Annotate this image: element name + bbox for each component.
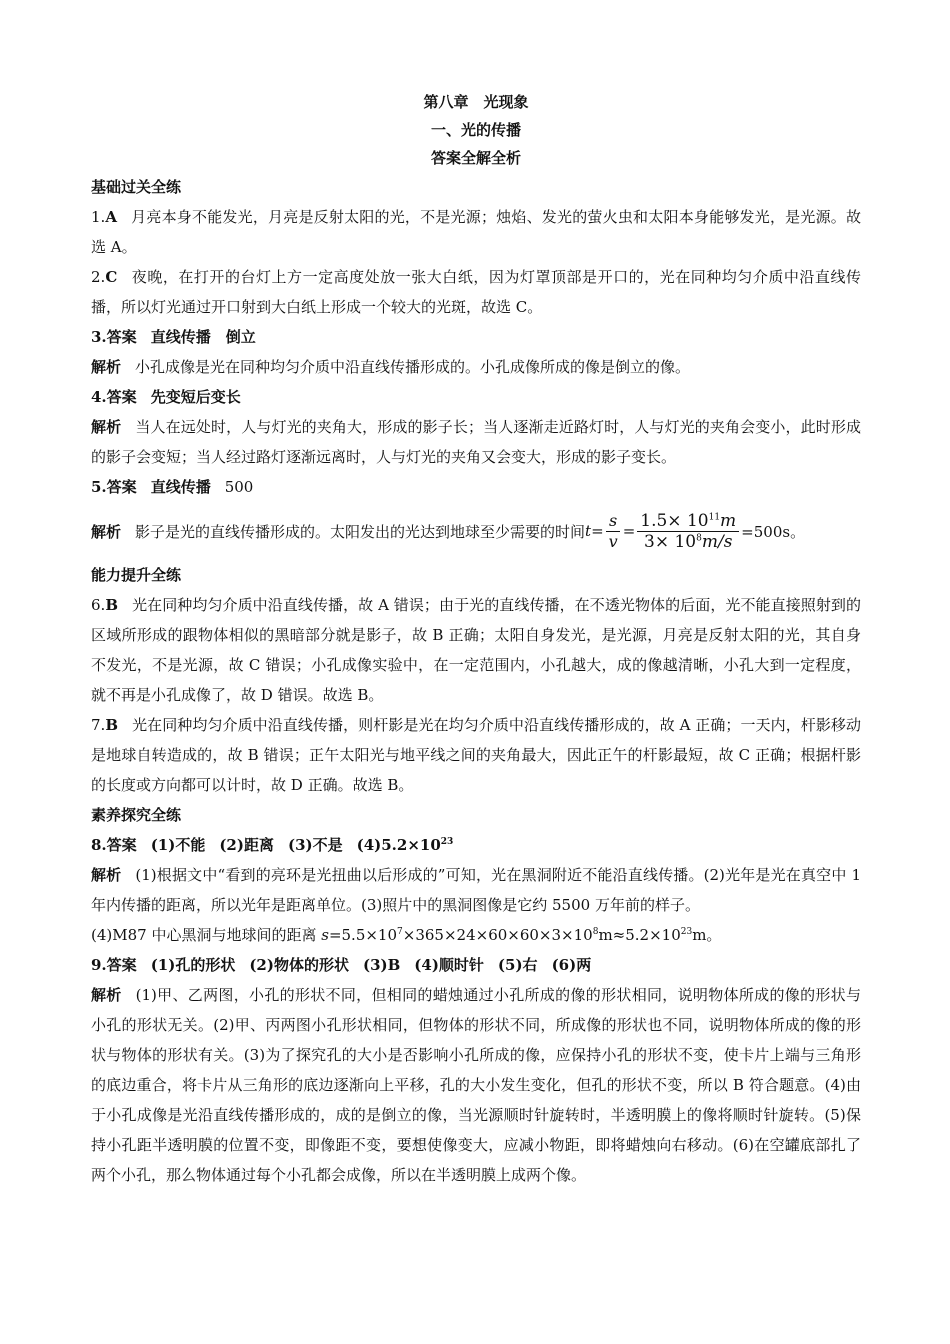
q5-frac1-denominator: v: [608, 531, 618, 551]
q7-number: 7.: [91, 716, 106, 734]
q5-frac2-denominator: [641, 532, 735, 552]
q8-explanation: (1)根据文中“看到的亮环是光扭曲以后形成的”可知，光在黑洞附近不能沿直线传播。(2)光年是光在真空中 1 年内传播的距离，所以光年是距离单位。(3)照片中的黑洞图像是它约 5500 万年前的样子。: [91, 866, 861, 914]
q5-number: 5.: [91, 478, 107, 496]
section-title: 一、光的传播: [430, 121, 521, 139]
question-1: [91, 202, 861, 262]
q8-exp2-c: m≈5.2×10: [598, 926, 681, 944]
q6-answer: B: [105, 596, 118, 614]
q5-equals: =: [591, 522, 604, 540]
q8-answer-4: [357, 836, 454, 854]
question-3-explanation: [91, 352, 861, 382]
question-9-explanation: [91, 980, 861, 1190]
q3-answer: 直线传播 倒立: [150, 328, 256, 346]
question-3-answer: [91, 322, 861, 352]
q9-answer-5: (5)右: [497, 956, 538, 974]
section-basic: 基础过关全练: [91, 178, 182, 196]
section-inquiry: 素养探究全练: [91, 806, 182, 824]
q6-number: 6.: [91, 596, 106, 614]
q5-result: =500s。: [741, 522, 806, 541]
q3-explanation-label: 解析: [91, 358, 122, 376]
q5-frac2-den-unit: m/s: [701, 531, 733, 552]
q2-number: 2.: [91, 268, 106, 286]
q8-exp2-b: ×365×24×60×60×3×10: [402, 926, 593, 944]
q7-text: 光在同种均匀介质中沿直线传播，则杆影是光在均匀介质中沿直线传播形成的，故 A 正确；一天内，杆影移动是地球自转造成的，故 B 错误；正午太阳光与地平线之间的夹角最大，因此正午的杆影最短，故 C 正确；根据杆影的长度或方向都可以计时，故 D 正确。故选 B。: [91, 716, 861, 794]
q5-frac2-numerator: [637, 511, 739, 532]
q6-text: 光在同种均匀介质中沿直线传播，故 A 错误；由于光的直线传播，在不透光物体的后面，光不能直接照射到的区域所形成的跟物体相似的黑暗部分就是影子，故 B 正确；太阳自身发光，是光源，月亮是反射太阳的光，其自身不发光，不是光源，故 C 错误；小孔成像实验中，在一定范围内，小孔越大，成的像越清晰，小孔大到一定程度，就不再是小孔成像了，故 D 错误。故选 B。: [91, 596, 861, 704]
question-6: [91, 590, 861, 710]
q7-answer: B: [105, 716, 118, 734]
chapter-title: 第八章 光现象: [423, 93, 529, 111]
q5-fraction-s-over-v: [606, 511, 621, 552]
q5-frac2-num-base: 1.5× 10: [640, 510, 709, 531]
q4-explanation: 当人在远处时，人与灯光的夹角大，形成的影子长；当人逐渐走近路灯时，人与灯光的夹角会变小，此时形成的影子会变短；当人经过路灯逐渐远离时，人与灯光的夹角又会变大，形成的影子变长。: [91, 418, 861, 466]
q5-explanation-label: 解析: [91, 522, 122, 541]
q9-answer-4: (4)顺时针: [414, 956, 484, 974]
q2-text: 夜晚，在打开的台灯上方一定高度处放一张大白纸，因为灯罩顶部是开口的，光在同种均匀介质中沿直线传播，所以灯光通过开口射到大白纸上形成一个较大的光斑，故选 C。: [91, 268, 861, 316]
q3-answer-label: 答案: [106, 328, 137, 346]
q4-explanation-label: 解析: [91, 418, 122, 436]
q8-answer-4-base: (4)5.2×10: [356, 836, 441, 854]
q8-answer-label: 答案: [106, 836, 137, 854]
q5-answer: 直线传播: [150, 478, 211, 496]
q8-answer-2: (2)距离: [219, 836, 274, 854]
q1-number: 1.: [91, 208, 106, 226]
question-9-answer: [91, 950, 861, 980]
q8-exp2-d: m。: [692, 926, 722, 944]
q9-answer-3: (3)B: [362, 956, 401, 974]
q5-frac2-den-base: 3× 10: [644, 531, 697, 552]
q5-fraction-values: [637, 511, 739, 552]
q9-answer-6: (6)两: [551, 956, 592, 974]
q5-time-variable: t: [585, 522, 592, 540]
q8-answer-3: (3)不是: [287, 836, 343, 854]
q3-explanation: 小孔成像是光在同种均匀介质中沿直线传播形成的。小孔成像所成的像是倒立的像。: [135, 358, 691, 376]
question-4-explanation: [91, 412, 861, 472]
section-advanced: 能力提升全练: [91, 566, 182, 584]
q9-number: 9.: [91, 956, 107, 974]
question-8-explanation: [91, 860, 861, 920]
q8-exp2-a: =5.5×10: [328, 926, 398, 944]
question-8-answer: [91, 830, 861, 860]
question-5-explanation: [91, 504, 861, 558]
question-4-answer: [91, 382, 861, 412]
q8-exp2-c-exp: 23: [680, 927, 693, 937]
q1-answer: A: [105, 208, 117, 226]
q4-number: 4.: [91, 388, 107, 406]
q9-explanation-label: 解析: [91, 986, 122, 1004]
q5-frac2-num-unit: m: [720, 510, 737, 531]
q8-explanation-label: 解析: [91, 866, 122, 884]
q4-answer-label: 答案: [106, 388, 137, 406]
q9-explanation: (1)甲、乙两图，小孔的形状不同，但相同的蜡烛通过小孔所成的像的形状相同，说明物体所成的像的形状与小孔的形状无关。(2)甲、丙两图小孔形状相同，但物体的形状不同，所成像的形状也不同，说明物体所成的像的形状与物体的形状有关。(3)为了探究孔的大小是否影响小孔所成的像，应保持小孔的形状不变，使卡片上端与三角形的底边重合，将卡片从三角形的底边逐渐向上平移，孔的大小发生变化，但孔的形状不变，所以 B 符合题意。(4)由于小孔成像是光沿直线传播形成的，成的是倒立的像，当光源顺时针旋转时，半透明膜上的像将顺时针旋转。(5)保持小孔距半透明膜的位置不变，即像距不变，要想使像变大，应减小物距，即将蜡烛向右移动。(6)在空罐底部扎了两个小孔，那么物体通过每个小孔都会成像，所以在半透明膜上成两个像。: [91, 986, 861, 1184]
q5-explanation: 影子是光的直线传播形成的。太阳发出的光达到地球至少需要的时间: [135, 522, 586, 541]
question-2: [91, 262, 861, 322]
q1-text: 月亮本身不能发光，月亮是反射太阳的光，不是光源；烛焰、发光的萤火虫和太阳本身能够发光，是光源。故选 A。: [91, 208, 861, 256]
q5-answer-label: 答案: [106, 478, 137, 496]
question-7: [91, 710, 861, 800]
q9-answer-2: (2)物体的形状: [249, 956, 349, 974]
q8-exp2-variable: s: [321, 926, 329, 944]
q3-number: 3.: [91, 328, 107, 346]
q5-frac2-den-exp: 8: [696, 532, 702, 543]
q8-number: 8.: [91, 836, 107, 854]
q5-answer-value: 500: [224, 478, 254, 496]
question-8-explanation-2: [91, 920, 861, 950]
q8-exp2-prefix: (4)M87 中心黑洞与地球间的距离: [91, 926, 322, 944]
q5-frac2-num-exp: 11: [708, 511, 721, 522]
document-page: [91, 88, 861, 1190]
q9-answer-1: (1)孔的形状: [150, 956, 236, 974]
q8-answer-4-exp: 23: [440, 837, 454, 847]
question-5-answer: [91, 472, 861, 502]
q9-answer-label: 答案: [106, 956, 137, 974]
q8-exp2-a-exp: 7: [397, 927, 403, 937]
q5-equals-2: =: [622, 522, 636, 540]
q4-answer: 先变短后变长: [150, 388, 241, 406]
q8-answer-1: (1)不能: [150, 836, 206, 854]
q2-answer: C: [105, 268, 118, 286]
answer-subtitle: 答案全解全析: [430, 149, 521, 167]
q8-exp2-b-exp: 8: [592, 927, 599, 937]
q5-frac1-numerator: s: [606, 511, 620, 532]
